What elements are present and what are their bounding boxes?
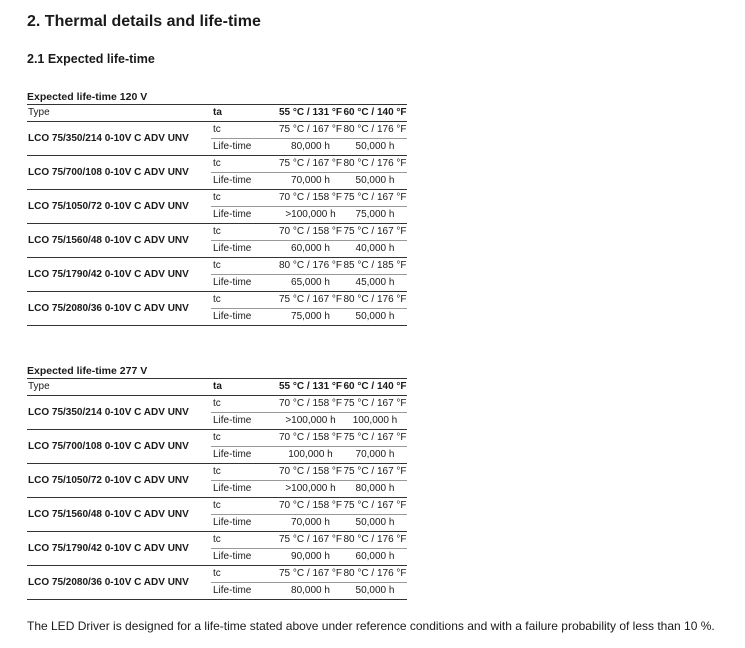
page-heading: 2. Thermal details and life-time (27, 13, 261, 30)
lifetime-label: Life-time (211, 139, 278, 156)
footnote: The LED Driver is designed for a life-time stated above under reference conditions and with a failure probability of less than 10 %. (27, 619, 715, 633)
table-row (27, 258, 407, 275)
lifetime-value: 50,000 h (343, 173, 407, 190)
lifetime-value: 65,000 h (278, 275, 343, 292)
model-name: LCO 75/700/108 0-10V C ADV UNV (27, 430, 211, 464)
lifetime-label: Life-time (211, 515, 278, 532)
lifetime-label: Life-time (211, 481, 278, 498)
tc-value: 80 °C / 176 °F (343, 122, 407, 139)
lifetime-label: Life-time (211, 173, 278, 190)
lifetime-label: Life-time (211, 241, 278, 258)
table-row (27, 156, 407, 173)
lifetime-value: 60,000 h (343, 549, 407, 566)
tc-label: tc (211, 566, 278, 583)
lifetime-value: 70,000 h (343, 447, 407, 464)
table-row (27, 566, 407, 583)
table-row (27, 464, 407, 481)
table-row (27, 430, 407, 447)
temp-header-2: 60 °C / 140 °F (343, 105, 407, 122)
tc-value: 70 °C / 158 °F (278, 224, 343, 241)
lifetime-value: 50,000 h (343, 139, 407, 156)
table-row (27, 224, 407, 241)
lifetime-value: 40,000 h (343, 241, 407, 258)
lifetime-table (27, 379, 407, 600)
section-subheading: 2.1 Expected life-time (27, 52, 155, 66)
model-name: LCO 75/1560/48 0-10V C ADV UNV (27, 224, 211, 258)
table-row (27, 396, 407, 413)
lifetime-label: Life-time (211, 413, 278, 430)
lifetime-value: >100,000 h (278, 413, 343, 430)
tc-value: 75 °C / 167 °F (343, 430, 407, 447)
lifetime-value: 80,000 h (278, 139, 343, 156)
tc-value: 70 °C / 158 °F (278, 430, 343, 447)
model-name: LCO 75/2080/36 0-10V C ADV UNV (27, 292, 211, 326)
model-name: LCO 75/1790/42 0-10V C ADV UNV (27, 532, 211, 566)
lifetime-value: 100,000 h (278, 447, 343, 464)
header-row (27, 105, 407, 122)
temp-header-1: 55 °C / 131 °F (278, 379, 343, 396)
model-name: LCO 75/1560/48 0-10V C ADV UNV (27, 498, 211, 532)
lifetime-value: 75,000 h (343, 207, 407, 224)
temp-header-1: 55 °C / 131 °F (278, 105, 343, 122)
lifetime-value: 70,000 h (278, 173, 343, 190)
tc-label: tc (211, 224, 278, 241)
tc-label: tc (211, 498, 278, 515)
tc-value: 80 °C / 176 °F (343, 156, 407, 173)
tc-value: 80 °C / 176 °F (343, 566, 407, 583)
table-row (27, 498, 407, 515)
table-row (27, 292, 407, 309)
lifetime-value: 70,000 h (278, 515, 343, 532)
lifetime-value: 100,000 h (343, 413, 407, 430)
lifetime-value: >100,000 h (278, 481, 343, 498)
type-header: Type (27, 105, 211, 122)
table-row (27, 532, 407, 549)
ta-header: ta (211, 105, 278, 122)
tc-value: 75 °C / 167 °F (278, 566, 343, 583)
tc-value: 75 °C / 167 °F (343, 224, 407, 241)
tc-value: 75 °C / 167 °F (343, 498, 407, 515)
table-caption: Expected life-time 277 V (27, 365, 407, 379)
temp-header-2: 60 °C / 140 °F (343, 379, 407, 396)
tc-label: tc (211, 430, 278, 447)
tc-label: tc (211, 464, 278, 481)
tc-value: 80 °C / 176 °F (343, 292, 407, 309)
lifetime-value: 60,000 h (278, 241, 343, 258)
tc-value: 75 °C / 167 °F (278, 156, 343, 173)
tc-value: 80 °C / 176 °F (343, 532, 407, 549)
tc-value: 70 °C / 158 °F (278, 498, 343, 515)
lifetime-value: 45,000 h (343, 275, 407, 292)
tc-value: 70 °C / 158 °F (278, 190, 343, 207)
tc-label: tc (211, 396, 278, 413)
lifetime-table (27, 105, 407, 326)
model-name: LCO 75/1050/72 0-10V C ADV UNV (27, 464, 211, 498)
tc-value: 70 °C / 158 °F (278, 464, 343, 481)
tc-label: tc (211, 532, 278, 549)
tc-value: 75 °C / 167 °F (343, 464, 407, 481)
model-name: LCO 75/1050/72 0-10V C ADV UNV (27, 190, 211, 224)
header-row (27, 379, 407, 396)
lifetime-value: 75,000 h (278, 309, 343, 326)
tc-label: tc (211, 292, 278, 309)
lifetime-value: >100,000 h (278, 207, 343, 224)
lifetime-label: Life-time (211, 275, 278, 292)
tc-value: 75 °C / 167 °F (278, 532, 343, 549)
tc-label: tc (211, 258, 278, 275)
tc-label: tc (211, 122, 278, 139)
model-name: LCO 75/2080/36 0-10V C ADV UNV (27, 566, 211, 600)
ta-header: ta (211, 379, 278, 396)
tc-value: 75 °C / 167 °F (343, 190, 407, 207)
model-name: LCO 75/350/214 0-10V C ADV UNV (27, 396, 211, 430)
type-header: Type (27, 379, 211, 396)
lifetime-label: Life-time (211, 549, 278, 566)
lifetime-label: Life-time (211, 309, 278, 326)
lifetime-value: 50,000 h (343, 583, 407, 600)
lifetime-label: Life-time (211, 447, 278, 464)
tc-label: tc (211, 190, 278, 207)
table-row (27, 122, 407, 139)
lifetime-value: 80,000 h (278, 583, 343, 600)
lifetime-label: Life-time (211, 207, 278, 224)
lifetime-table-section (27, 365, 407, 600)
tc-value: 75 °C / 167 °F (343, 396, 407, 413)
tc-value: 85 °C / 185 °F (343, 258, 407, 275)
tc-label: tc (211, 156, 278, 173)
lifetime-value: 50,000 h (343, 309, 407, 326)
tc-value: 80 °C / 176 °F (278, 258, 343, 275)
lifetime-value: 90,000 h (278, 549, 343, 566)
tc-value: 75 °C / 167 °F (278, 122, 343, 139)
model-name: LCO 75/350/214 0-10V C ADV UNV (27, 122, 211, 156)
lifetime-value: 80,000 h (343, 481, 407, 498)
lifetime-label: Life-time (211, 583, 278, 600)
model-name: LCO 75/700/108 0-10V C ADV UNV (27, 156, 211, 190)
table-row (27, 190, 407, 207)
tc-value: 75 °C / 167 °F (278, 292, 343, 309)
tc-value: 70 °C / 158 °F (278, 396, 343, 413)
model-name: LCO 75/1790/42 0-10V C ADV UNV (27, 258, 211, 292)
table-caption: Expected life-time 120 V (27, 91, 407, 105)
lifetime-table-section (27, 91, 407, 326)
lifetime-value: 50,000 h (343, 515, 407, 532)
